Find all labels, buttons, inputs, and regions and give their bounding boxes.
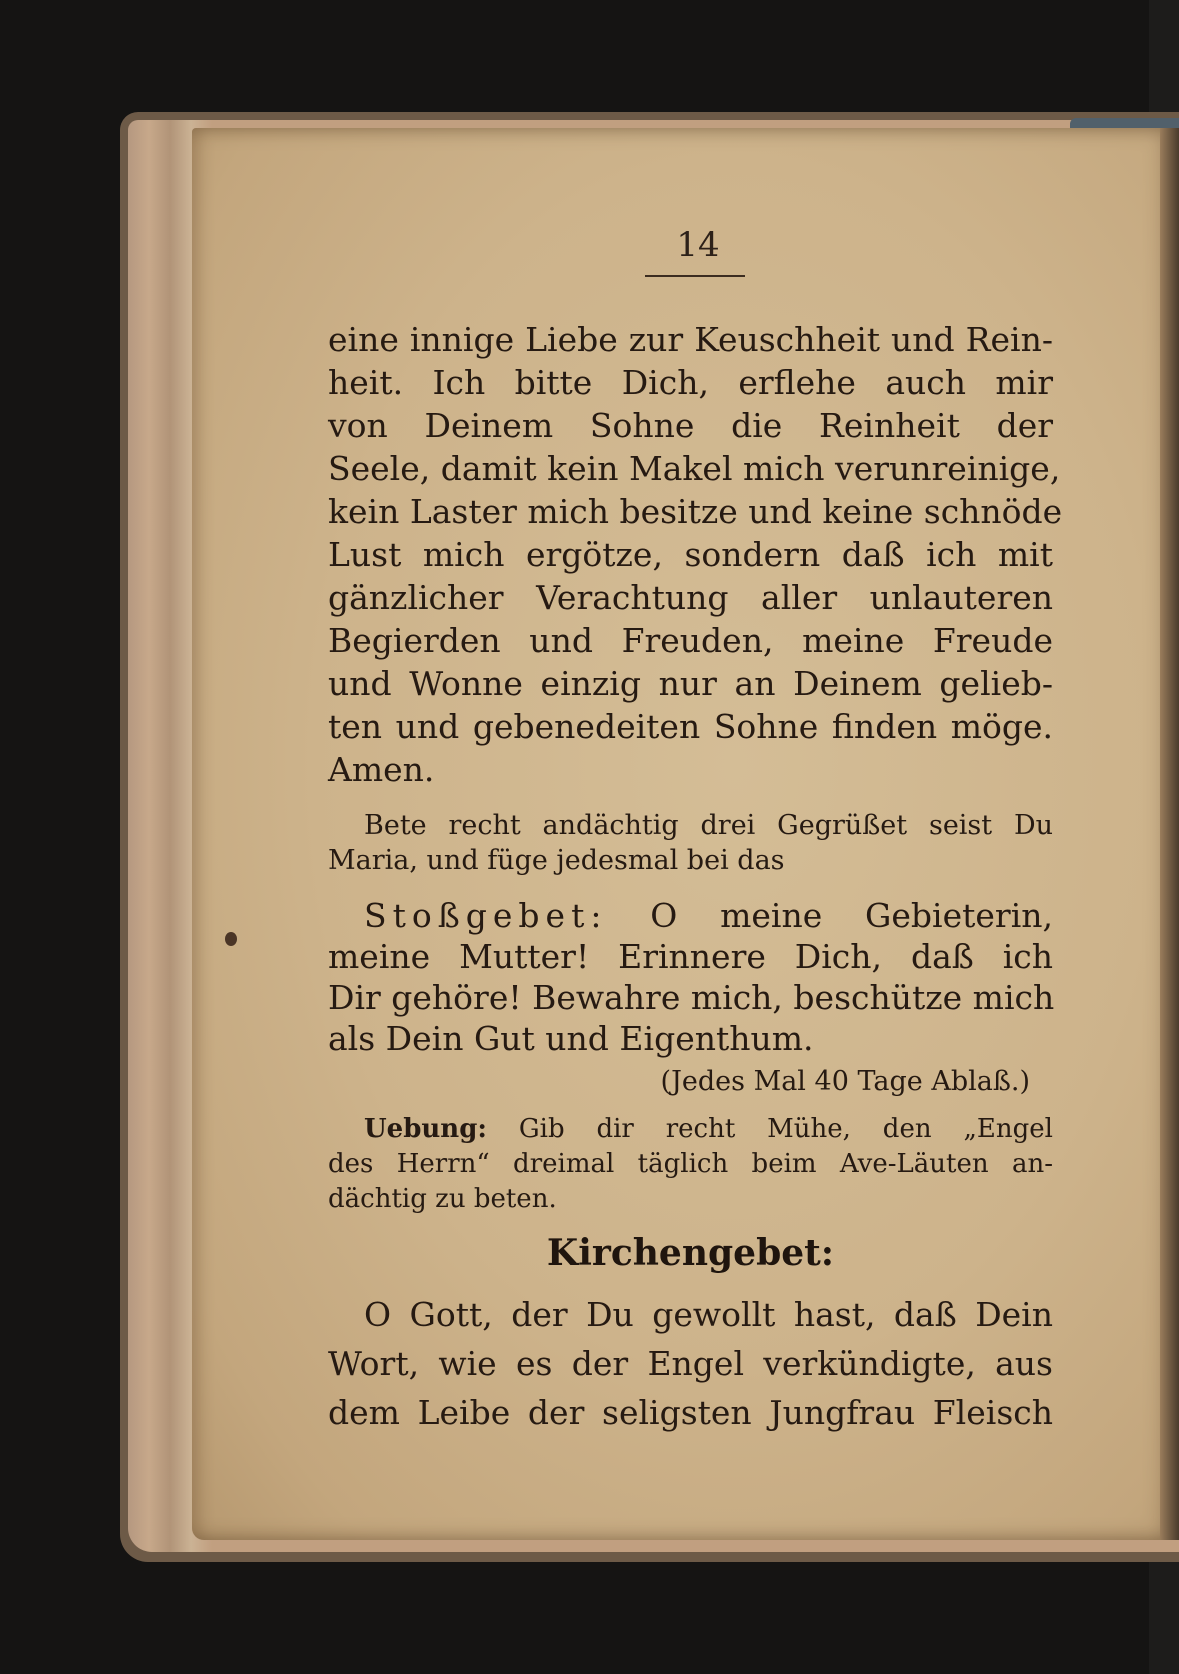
ink-spot (225, 932, 237, 946)
text-line: O Gott, der Du gewollt hast, daß Dein (364, 1295, 1053, 1334)
uebung-label: Uebung: (364, 1114, 487, 1144)
text-line: Seele, damit kein Makel mich verunreinige, (328, 449, 1061, 488)
text-line: ten und gebenedeiten Sohne finden möge. (328, 707, 1053, 746)
page-gutter (1160, 128, 1179, 1540)
main-paragraph (328, 318, 1063, 791)
text-line: von Deinem Sohne die Reinheit der (328, 406, 1053, 445)
uebung-paragraph (328, 1112, 1053, 1217)
text-line: dächtig zu beten. (328, 1184, 557, 1214)
text-line: Wort, wie es der Engel verkündigte, aus (328, 1344, 1053, 1383)
text-line: eine innige Liebe zur Keuschheit und Rein- (328, 320, 1053, 359)
stossgebet-paragraph (328, 895, 1053, 1059)
text-line: und Wonne einzig nur an Deinem gelieb- (328, 664, 1053, 703)
kirchengebet-paragraph (328, 1290, 1053, 1437)
text-line: heit. Ich bitte Dich, erflehe auch mir (328, 363, 1053, 402)
text-line: als Dein Gut und Eigenthum. (328, 1019, 814, 1058)
text-line: Begierden und Freuden, meine Freude (328, 621, 1053, 660)
text-line: Lust mich ergötze, sondern daß ich mit (328, 535, 1053, 574)
stossgebet-first-line: O meine Gebieterin, (650, 896, 1054, 935)
section-heading: Kirchengebet: (546, 1232, 835, 1274)
text-line: Amen. (328, 750, 435, 789)
instruction-note (328, 808, 1053, 878)
stossgebet-label: Stoßgebet: (364, 896, 608, 935)
text-line: meine Mutter! Erinnere Dich, daß ich (328, 937, 1053, 976)
text-line: Dir gehöre! Bewahre mich, beschütze mich (328, 978, 1055, 1017)
text-line: gänzlicher Verachtung aller unlauteren (328, 578, 1053, 617)
text-line (328, 895, 1053, 936)
page-number-rule (645, 275, 745, 277)
text-line (328, 1112, 1053, 1147)
uebung-first-line: Gib dir recht Mühe, den „Engel (518, 1114, 1053, 1144)
text-line: kein Laster mich besitze und keine schnöde (328, 492, 1063, 531)
text-line: des Herrn“ dreimal täglich beim Ave-Läuten an- (328, 1149, 1053, 1179)
text-line: dem Leibe der seligsten Jungfrau Fleisch (328, 1393, 1053, 1432)
text-line: Maria, und füge jedesmal bei das (328, 845, 785, 876)
text-line: Bete recht andächtig drei Gegrüßet seist Du (364, 810, 1053, 841)
page-number: 14 (676, 225, 720, 265)
indulgence-note: (Jedes Mal 40 Tage Ablaß.) (660, 1066, 1030, 1097)
